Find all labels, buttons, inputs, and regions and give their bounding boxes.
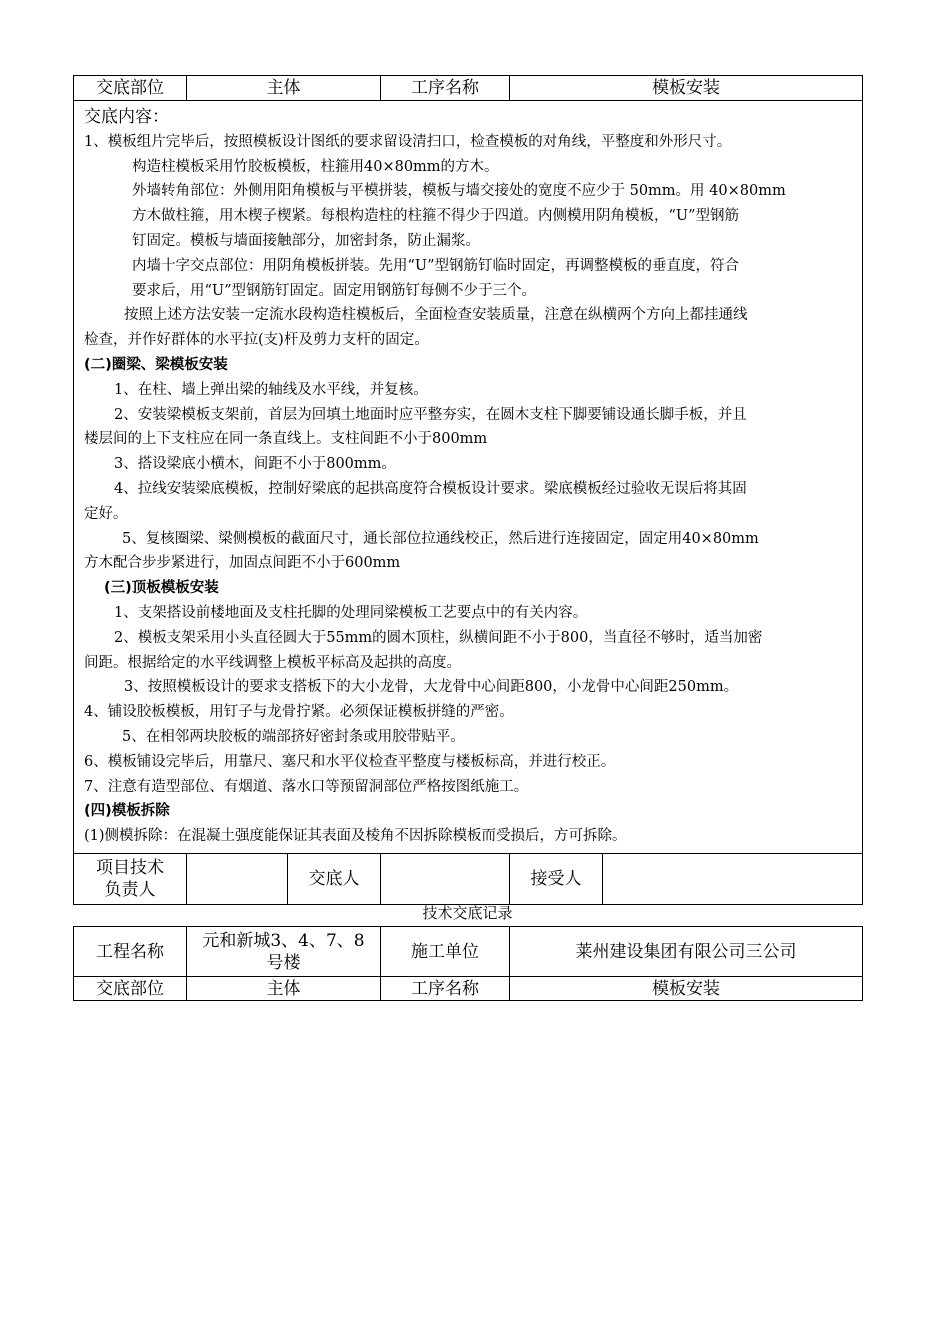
unit-value: 莱州建设集团有限公司三公司 [510, 927, 863, 977]
record-caption: 技术交底记录 [422, 904, 513, 922]
paragraph: 3、按照模板设计的要求支搭板下的大小龙骨，大龙骨中心间距800，小龙骨中心间距250mm。 [124, 679, 739, 696]
process-value: 模板安装 [510, 977, 863, 1001]
paragraph: 6、模板铺设完毕后，用靠尺、塞尺和水平仪检查平整度与楼板标高，并进行校正。 [84, 753, 616, 770]
tech-lead-signature [187, 853, 288, 904]
paragraph: 5、复核圈梁、梁侧模板的截面尺寸，通长部位拉通线校正，然后进行连接固定，固定用40×80mm [122, 530, 759, 547]
process-label: 工序名称 [381, 977, 510, 1001]
paragraph: 定好。 [84, 505, 128, 522]
paragraph: 1、支架搭设前楼地面及支柱托脚的处理同梁模板工艺要点中的有关内容。 [114, 604, 588, 621]
tech-lead-label: 项目技术 负责人 [74, 853, 187, 904]
section-heading: (三)顶板模板安装 [104, 580, 219, 597]
paragraph: 2、模板支架采用小头直径圆大于55mm的圆木顶柱，纵横间距不小于800，当直径不够时，适当加密 [114, 629, 763, 646]
paragraph: 内墙十字交点部位：用阴角模板拼装。先用“U”型钢筋钉临时固定，再调整模板的垂直度，符合 [132, 257, 740, 274]
content-title: 交底内容： [84, 107, 169, 127]
disclosure-table [73, 75, 863, 905]
paragraph: 方木做柱箍，用木楔子楔紧。每根构造柱的柱箍不得少于四道。内侧模用阴角模板，“U”型钢筋 [132, 208, 740, 225]
discloser-label: 交底人 [288, 853, 381, 904]
dept-label: 交底部位 [74, 76, 187, 101]
paragraph: 2、安装梁模板支架前，首层为回填土地面时应平整夯实，在圆木支柱下脚要铺设通长脚手板，并且 [114, 406, 747, 423]
record-table [73, 926, 863, 1001]
discloser-signature [381, 853, 510, 904]
section-heading: (二)圈梁、梁模板安装 [84, 356, 228, 373]
process-label: 工序名称 [381, 76, 510, 101]
receiver-signature [603, 853, 863, 904]
receiver-label: 接受人 [510, 853, 603, 904]
paragraph: 构造柱模板采用竹胶板模板，柱箍用40×80mm的方木。 [132, 158, 499, 175]
paragraph: 3、搭设梁底小横木，间距不小于800mm。 [114, 456, 396, 473]
paragraph: 钉固定。模板与墙面接触部分，加密封条，防止漏浆。 [132, 232, 480, 249]
process-value: 模板安装 [510, 76, 863, 101]
paragraph: 4、铺设胶板模板，用钉子与龙骨拧紧。必须保证模板拼缝的严密。 [84, 704, 514, 721]
paragraph: 方木配合步步紧进行，加固点间距不小于600mm [84, 555, 401, 572]
paragraph: (1)侧模拆除：在混凝土强度能保证其表面及棱角不因拆除模板而受损后，方可拆除。 [84, 828, 627, 845]
section-heading: (四)模板拆除 [84, 803, 170, 820]
dept-value: 主体 [187, 76, 381, 101]
paragraph: 1、模板组片完毕后，按照模板设计图纸的要求留设清扫口，检查模板的对角线，平整度和外形尺寸。 [84, 133, 732, 150]
paragraph: 7、注意有造型部位、有烟道、落水口等预留洞部位严格按图纸施工。 [84, 778, 529, 795]
paragraph: 检查，并作好群体的水平拉(支)杆及剪力支杆的固定。 [84, 332, 429, 349]
project-label: 工程名称 [74, 927, 187, 977]
unit-label: 施工单位 [381, 927, 510, 977]
paragraph: 1、在柱、墙上弹出梁的轴线及水平线，并复核。 [114, 381, 428, 398]
paragraph: 5、在相邻两块胶板的端部挤好密封条或用胶带贴平。 [122, 728, 465, 745]
paragraph: 楼层间的上下支柱应在同一条直线上。支柱间距不小于800mm [84, 431, 488, 448]
dept-label: 交底部位 [74, 977, 187, 1001]
paragraph: 外墙转角部位：外侧用阳角模板与平模拼装，模板与墙交接处的宽度不应少于 50mm。用 40×80mm [132, 183, 786, 200]
paragraph: 按照上述方法安装一定流水段构造柱模板后，全面检查安装质量，注意在纵横两个方向上都挂通线 [124, 307, 748, 324]
paragraph: 4、拉线安装梁底模板，控制好梁底的起拱高度符合模板设计要求。梁底模板经过验收无误后将其固 [114, 480, 747, 497]
disclosure-content [74, 101, 863, 854]
dept-value: 主体 [187, 977, 381, 1001]
project-value: 元和新城3、4、7、8 号楼 [187, 927, 381, 977]
paragraph: 要求后，用“U”型钢筋钉固定。固定用钢筋钉每侧不少于三个。 [132, 282, 537, 299]
paragraph: 间距。根据给定的水平线调整上模板平标高及起拱的高度。 [84, 654, 461, 671]
